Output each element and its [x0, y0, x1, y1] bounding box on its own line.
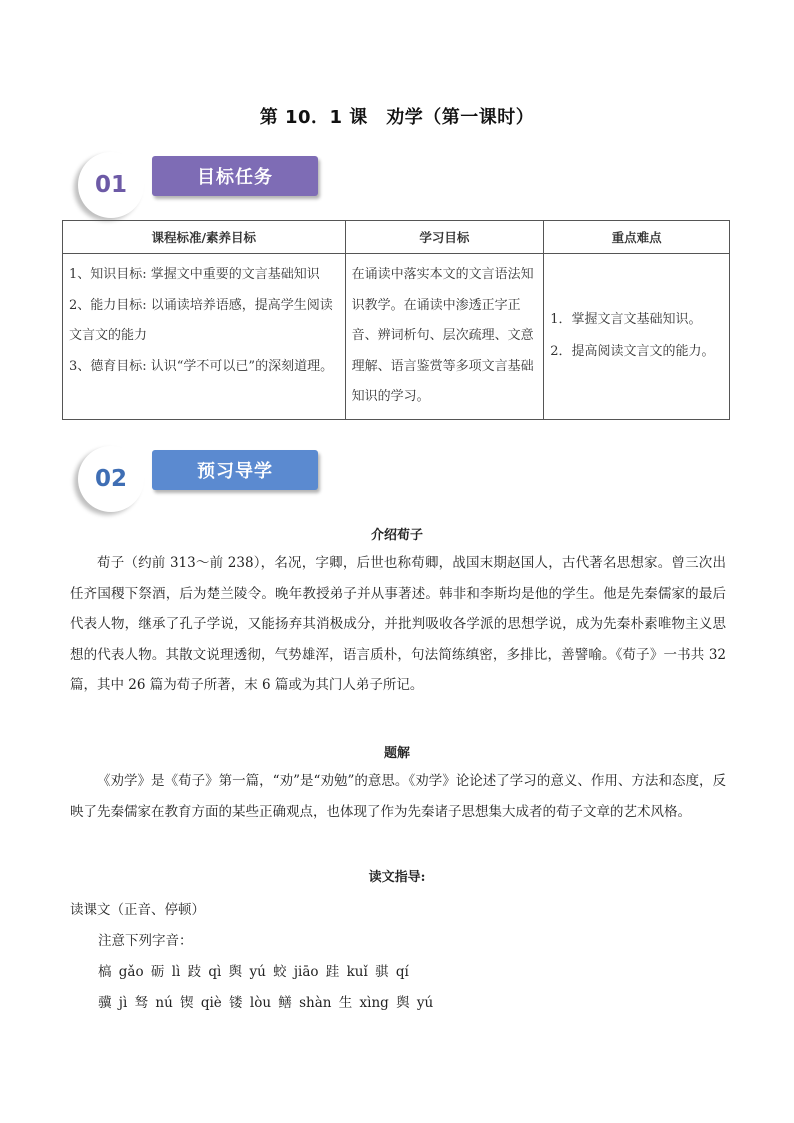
reading-line: 注意下列字音： — [98, 933, 193, 949]
section-number-badge: 02 — [78, 446, 144, 512]
intro-paragraph: 荀子（约前 313～前 238），名况，字卿，后世也称荀卿，战国末期赵国人，古代著名思想家。曾三次出任齐国稷下祭酒，后为楚兰陵令。晚年教授弟子并从事著述。韩非和李斯均是他的学生。他是先秦儒家的最后代表人物，继承了孔子学说，又能扬弃其消极成分，并批判吸收各学派的思想学说，成为先秦朴素唯物主义思想的代表人物。其散文说理透彻，气势雄浑，语言质朴，句法简练缜密，多排比，善譬喻。《荀子》一书共 32 篇，其中 26 篇为荀子所著，末 6 篇或为其门人弟子所记。 — [70, 555, 726, 693]
column-header: 课程标准/素养目标 — [63, 221, 346, 254]
standards-cell — [63, 254, 346, 420]
section-label: 预习导学 — [152, 450, 318, 490]
section-number-badge: 01 — [78, 152, 144, 218]
column-header: 学习目标 — [345, 221, 544, 254]
column-header: 重点难点 — [544, 221, 730, 254]
key-point-item: 1．掌握文言文基础知识。 — [550, 312, 702, 328]
reading-line: 读课文（正音、停顿） — [70, 902, 205, 918]
standard-item: 3、德育目标: 认识“学不可以已”的深刻道理。 — [69, 358, 334, 374]
key-points-cell — [544, 254, 730, 420]
section-label: 目标任务 — [152, 156, 318, 196]
key-point-item: 2．提高阅读文言文的能力。 — [550, 344, 715, 360]
reading-heading: 读文指导: — [368, 870, 426, 885]
pronunciation-line: 骥 jì 驽 nú 锲 qiè 镂 lòu 鳝 shàn 生 xìng 舆 yú — [98, 995, 434, 1011]
table-header-row — [63, 221, 730, 254]
goals-table — [62, 220, 730, 420]
standard-item: 2、能力目标: 以诵读培养语感，提高学生阅读文言文的能力 — [69, 297, 333, 343]
section-header-preview — [78, 446, 338, 516]
section-header-goals — [78, 152, 338, 222]
table-row — [63, 254, 730, 420]
page-title: 第 10．1 课 劝学（第一课时） — [259, 107, 535, 128]
intro-heading: 介绍荀子 — [370, 528, 423, 543]
learning-goal-cell: 在诵读中落实本文的文言语法知识教学。在诵读中渗透正字正音、辨词析句、层次疏理、文意理解、语言鉴赏等多项文言基础知识的学习。 — [345, 254, 544, 420]
pronunciation-line: 槁 gǎo 砺 lì 跂 qì 舆 yú 蛟 jiāo 跬 kuǐ 骐 qí — [98, 964, 409, 980]
tijie-heading: 题解 — [383, 746, 410, 761]
tijie-paragraph: 《劝学》是《荀子》第一篇，“劝”是“劝勉”的意思。《劝学》论论述了学习的意义、作用、方法和态度，反映了先秦儒家在教育方面的某些正确观点，也体现了作为先秦诸子思想集大成者的荀子文章的艺术风格。 — [70, 773, 726, 820]
standard-item: 1、知识目标: 掌握文中重要的文言基础知识 — [69, 267, 320, 282]
